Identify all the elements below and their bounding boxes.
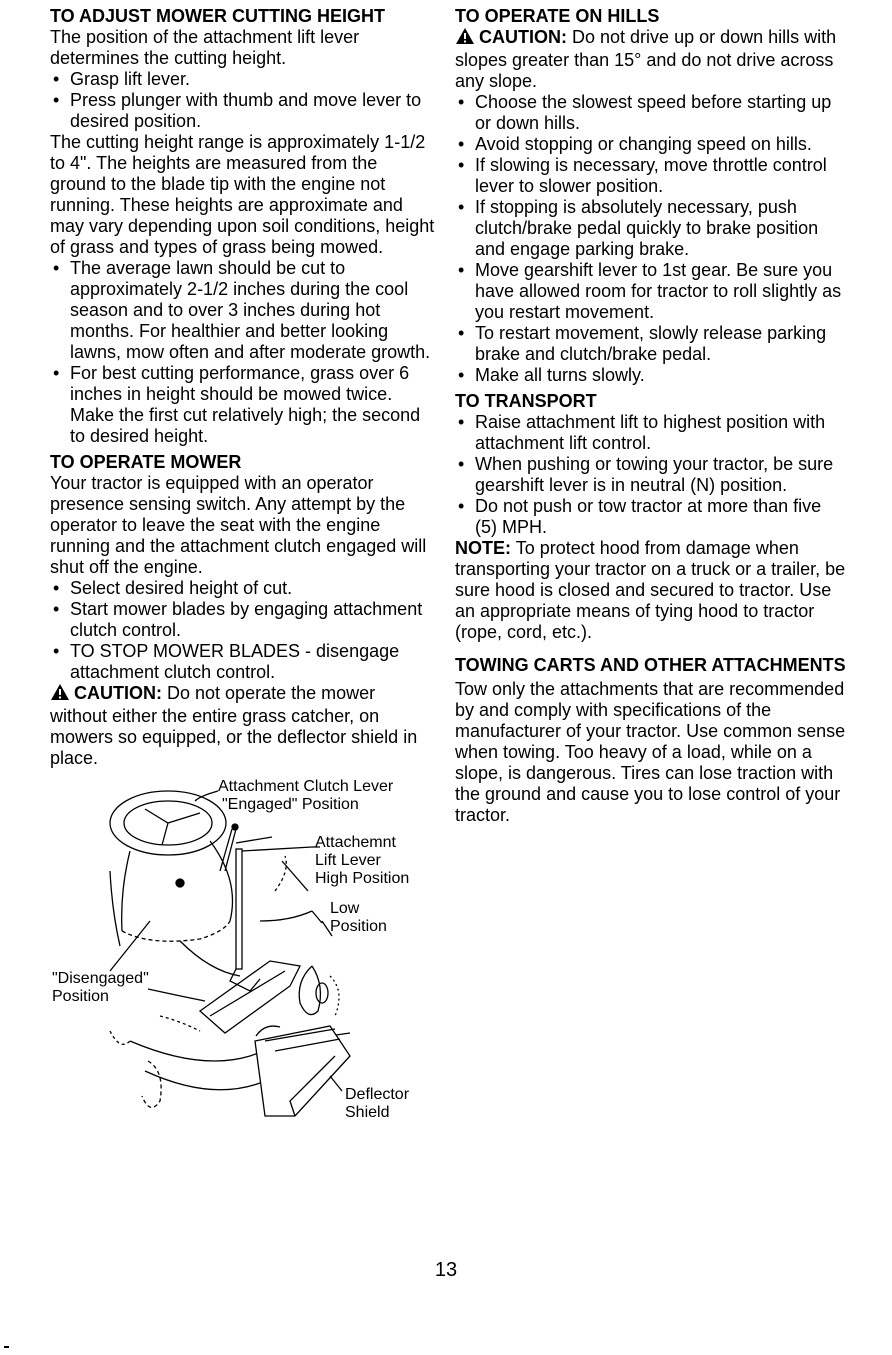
list-item: • The average lawn should be cut to approximately 2-1/2 inches during the cool season and to over 3 inches during hot months. For healthier and better looking lawns, mow often and after moderate growth. (50, 258, 435, 363)
list-item: • Select desired height of cut. (50, 578, 435, 599)
left-column (50, 6, 435, 1133)
hill-steps-list (455, 92, 847, 386)
heading-operate-hills: TO OPERATE ON HILLS (455, 6, 660, 26)
adjust-steps-list (50, 69, 435, 132)
clutch-engaged-label-1: Attachment Clutch Lever (218, 778, 394, 795)
list-item: • For best cutting performance, grass over 6 inches in height should be mowed twice. Make the first cut relatively high; the second to desired height. (50, 363, 435, 447)
lift-lever-label-3: High Position (315, 870, 410, 887)
hills-caution (455, 27, 847, 92)
caution-label: CAUTION: (74, 683, 162, 703)
caution-text: Do not operate the mower without either the entire grass catcher, on mowers so equipped, or the deflector shield in place. (50, 683, 418, 768)
warning-triangle-icon (455, 27, 475, 50)
transport-steps-list (455, 412, 847, 538)
low-position-label-1: Low (330, 900, 360, 917)
list-item: • When pushing or towing your tractor, be sure gearshift lever is in neutral (N) position. (455, 454, 847, 496)
list-item: • Raise attachment lift to highest position with attachment lift control. (455, 412, 847, 454)
disengaged-label-2: Position (52, 988, 109, 1005)
list-item: • Grasp lift lever. (50, 69, 435, 90)
caution-label: CAUTION: (479, 27, 567, 47)
tractor-controls-illustration (50, 771, 435, 1133)
warning-triangle-icon (50, 683, 70, 706)
list-item: • Press plunger with thumb and move lever to desired position. (50, 90, 435, 132)
scan-mark (4, 1346, 9, 1348)
lift-lever-label-1: Attachemnt (315, 834, 396, 851)
cutting-height-intro: The position of the attachment lift lever determines the cutting height. (50, 27, 360, 68)
list-item: • Avoid stopping or changing speed on hills. (455, 134, 847, 155)
list-item: • Choose the slowest speed before starting up or down hills. (455, 92, 847, 134)
deflector-label-2: Shield (345, 1104, 390, 1121)
list-item: • If slowing is necessary, move throttle control lever to slower position. (455, 155, 847, 197)
operator-presence-text: Your tractor is equipped with an operator presence sensing switch. Any attempt by the operator to leave the seat with the engine running and the attachment clutch engaged will shut off the engine. (50, 473, 427, 577)
list-item: • TO STOP MOWER BLADES - disengage attachment clutch control. (50, 641, 435, 683)
heading-adjust-cutting-height: TO ADJUST MOWER CUTTING HEIGHT (50, 6, 385, 26)
transport-note (455, 538, 847, 643)
lift-lever-label-2: Lift Lever (315, 852, 381, 869)
disengaged-label-1: "Disengaged" (52, 970, 149, 987)
note-text: To protect hood from damage when transporting your tractor on a truck or a trailer, be sure hood is closed and secured to tractor. Use an appropriate means of tying hood to tractor (rope, cord, etc.). (455, 538, 846, 642)
list-item: • Do not push or tow tractor at more than five (5) MPH. (455, 496, 847, 538)
mower-caution (50, 683, 435, 769)
page-number: 13 (434, 1259, 458, 1281)
list-item: • Make all turns slowly. (455, 365, 847, 386)
list-item: • If stopping is absolutely necessary, push clutch/brake pedal quickly to brake position and engage parking brake. (455, 197, 847, 260)
list-item: • Move gearshift lever to 1st gear. Be sure you have allowed room for tractor to roll slightly as you restart movement. (455, 260, 847, 323)
heading-operate-mower: TO OPERATE MOWER (50, 452, 242, 472)
towing-text: Tow only the attachments that are recommended by and comply with specifications of the manufacturer of your tractor. Use common sense when towing. Too heavy of a load, while on a slope, is dangerous. Tires can lose traction with the ground and cause you to lose control of your tractor. (455, 679, 846, 825)
list-item: • Start mower blades by engaging attachment clutch control. (50, 599, 435, 641)
caution-text: Do not drive up or down hills with slopes greater than 15° and do not drive across any slope. (455, 27, 837, 91)
clutch-engaged-label-2: "Engaged" Position (222, 796, 359, 813)
cutting-height-range-text: The cutting height range is approximately 1-1/2 to 4". The heights are measured from the ground to the blade tip with the engine not running. These heights are approximate and may vary depending upon soil conditions, height of grass and types of grass being mowed. (50, 132, 435, 257)
note-label: NOTE: (455, 538, 511, 558)
right-column (455, 6, 847, 826)
low-position-label-2: Position (330, 918, 387, 935)
mower-controls-figure (50, 771, 435, 1133)
heading-transport: TO TRANSPORT (455, 391, 597, 411)
operate-steps-list (50, 578, 435, 683)
deflector-label-1: Deflector (345, 1086, 410, 1103)
lawn-tips-list (50, 258, 435, 447)
list-item: • To restart movement, slowly release parking brake and clutch/brake pedal. (455, 323, 847, 365)
heading-towing: TOWING CARTS AND OTHER ATTACHMENTS (455, 655, 846, 675)
